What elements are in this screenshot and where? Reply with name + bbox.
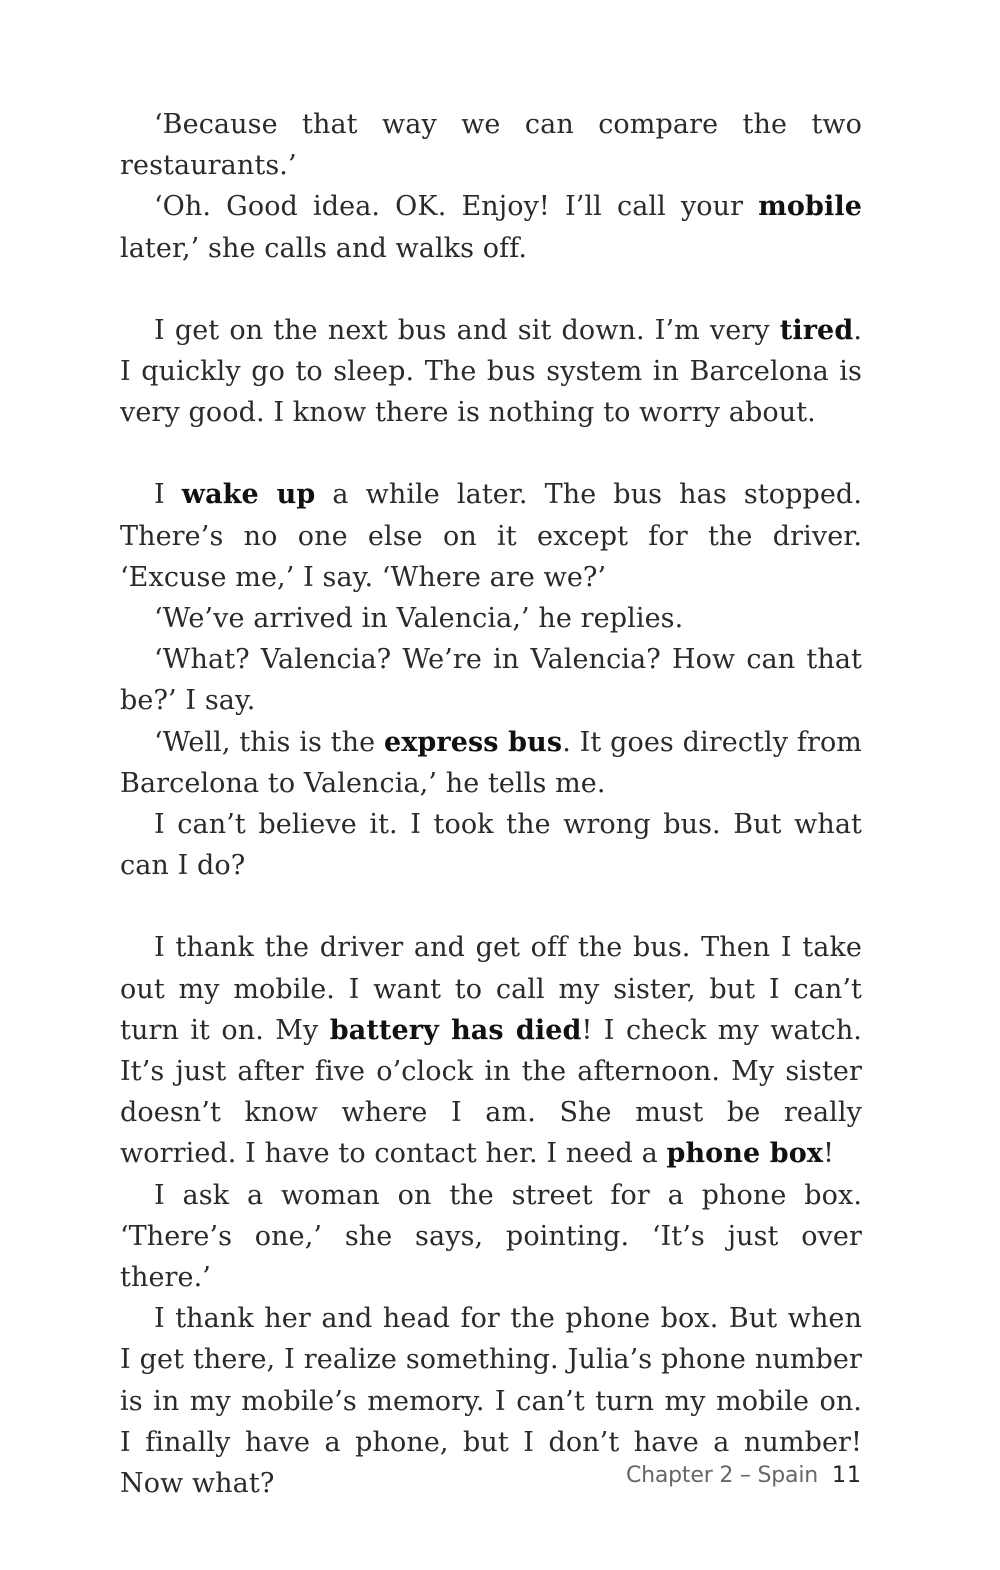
page-number: 11 <box>832 1463 862 1488</box>
section-break <box>120 433 862 474</box>
glossary-term: wake up <box>181 479 316 511</box>
text-run: ‘Well, this is the <box>154 726 384 758</box>
text-run: I thank her and head for the phone box. But when I get there, I realize something. Julia’s phone number is in my mobile’s memory. I can’t turn my mobile on. I finally have a phone, but I don’t have a number! Now what? <box>120 1303 862 1500</box>
text-run: ‘Because that way we can compare the two restaurants.’ <box>120 109 862 182</box>
chapter-title: Chapter 2 – Spain <box>625 1463 818 1488</box>
glossary-term: tired <box>779 314 854 346</box>
glossary-term: express bus <box>383 726 563 758</box>
text-run: I <box>154 479 182 511</box>
text-run: I get on the next bus and sit down. I’m very <box>154 314 780 346</box>
text-run: ‘We’ve arrived in Valencia,’ he replies. <box>154 603 684 635</box>
glossary-term: phone box <box>666 1138 824 1170</box>
paragraph <box>120 804 862 886</box>
paragraph <box>120 186 862 268</box>
paragraph <box>120 722 862 804</box>
paragraph <box>120 1175 862 1299</box>
paragraph <box>120 598 862 639</box>
paragraph <box>120 104 862 186</box>
running-footer <box>626 1463 862 1488</box>
glossary-term: mobile <box>758 191 862 223</box>
text-run: . I quickly go to sleep. The bus system in Barcelona is very good. I know there is nothing to worry about. <box>120 314 862 429</box>
page-body <box>120 104 862 1504</box>
text-run: I ask a woman on the street for a phone box. ‘There’s one,’ she says, pointing. ‘It’s just over there.’ <box>120 1179 862 1294</box>
text-run: ‘Oh. Good idea. OK. Enjoy! I’ll call your <box>154 191 759 223</box>
text-run: I thank the driver and get off the bus. Then I take out my mobile. I want to call my sister, but I can’t turn it on. My <box>120 932 862 1046</box>
section-break <box>120 886 862 927</box>
text-run: a while later. The bus has stopped. There’s no one else on it except for the driver. ‘Excuse me,’ I say. ‘Where are we?’ <box>120 479 862 593</box>
text-run: ! I check my watch. It’s just after five o’clock in the afternoon. My sister doesn’t know where I am. She must be really worried. I have to contact her. I need a <box>120 1014 862 1170</box>
text-run: ! <box>823 1138 835 1170</box>
text-run: later,’ she calls and walks off. <box>120 232 528 264</box>
paragraph <box>120 639 862 721</box>
text-run: . It goes directly from Barcelona to Valencia,’ he tells me. <box>120 726 863 799</box>
paragraph <box>120 310 862 434</box>
text-run: I can’t believe it. I took the wrong bus. But what can I do? <box>120 809 862 882</box>
glossary-term: battery has died <box>329 1014 582 1046</box>
paragraph <box>120 927 862 1174</box>
section-break <box>120 269 862 310</box>
text-run: ‘What? Valencia? We’re in Valencia? How can that be?’ I say. <box>120 644 862 717</box>
paragraph <box>120 474 862 598</box>
